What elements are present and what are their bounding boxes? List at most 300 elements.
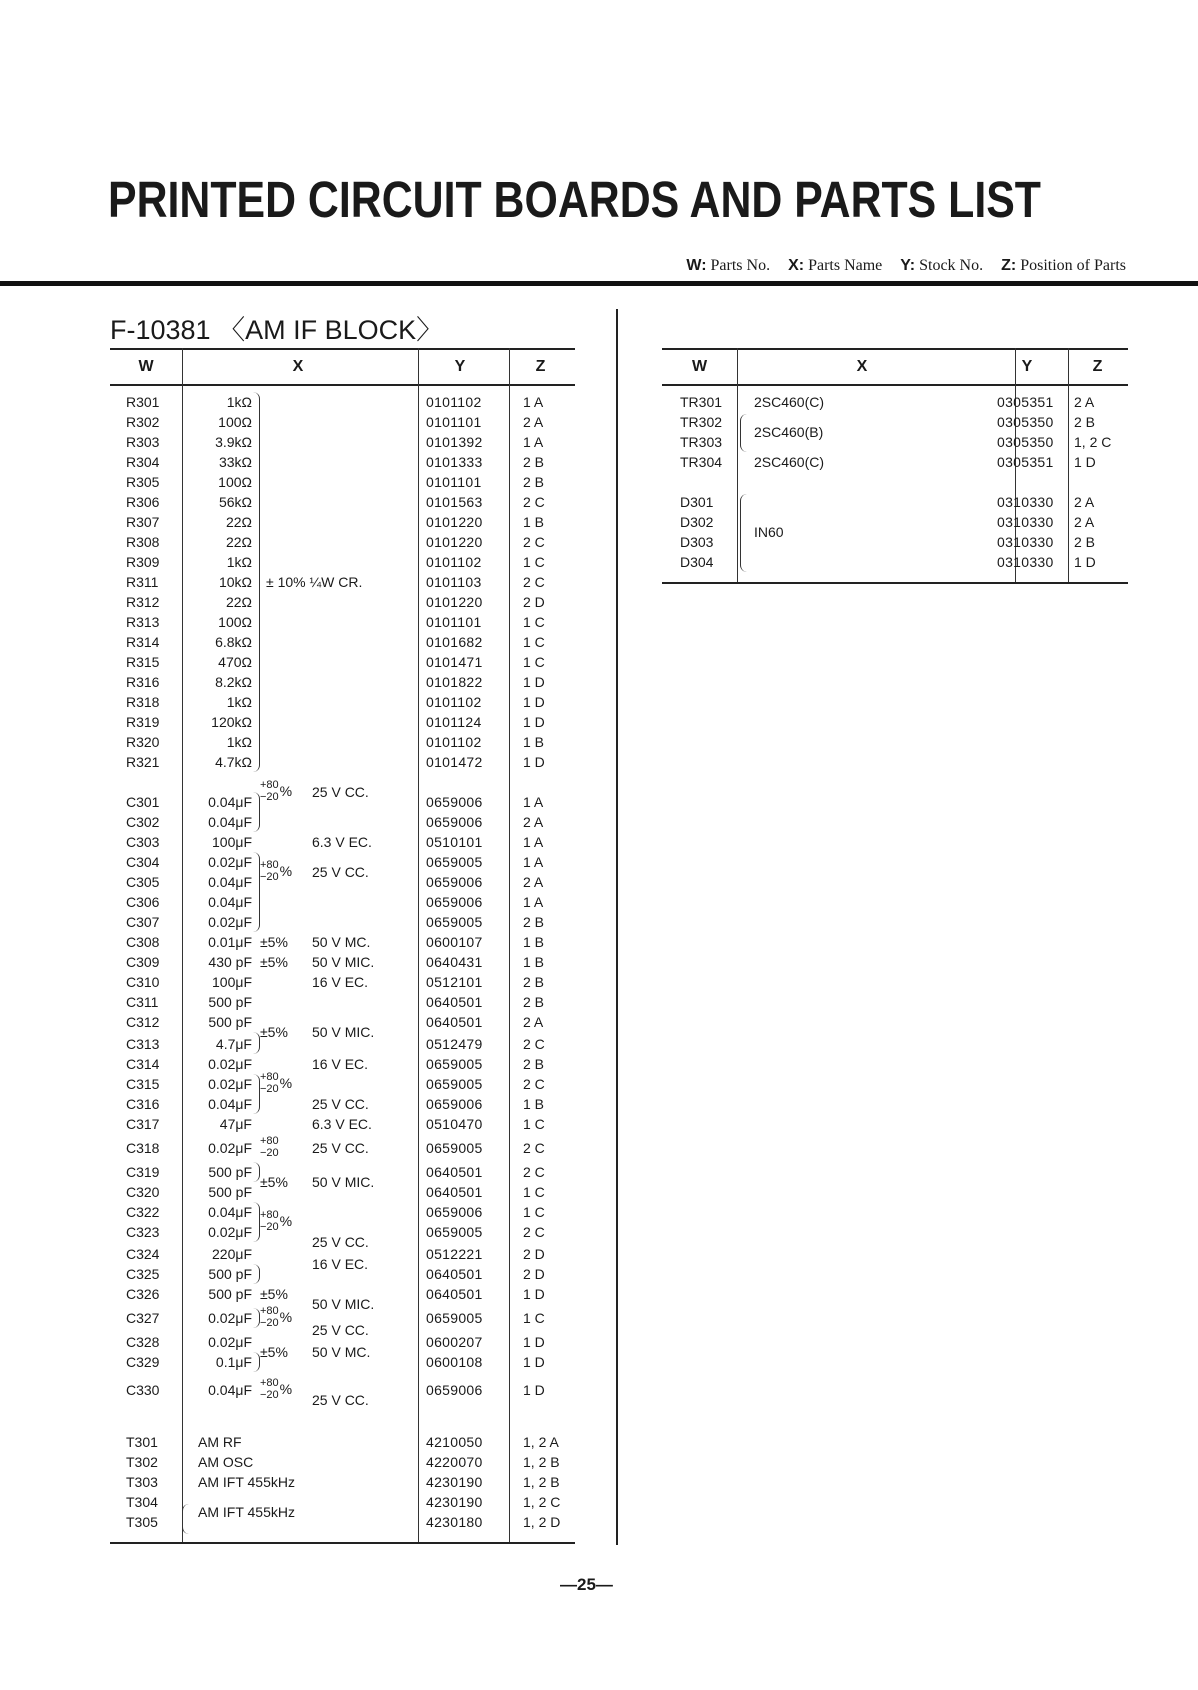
cell-position: 1 A — [523, 434, 544, 450]
cell-stock-no: 0640431 — [426, 954, 483, 970]
cell-parts-no: C311 — [126, 994, 159, 1010]
cell-position: 1 D — [523, 1354, 545, 1370]
cell-position: 2 A — [523, 1014, 544, 1030]
cell-stock-no: 0101101 — [426, 474, 482, 490]
column-legend — [686, 257, 1126, 275]
cell-parts-no: R307 — [126, 514, 160, 530]
cell-stock-no: 0101392 — [426, 434, 483, 450]
cell-stock-no: 0659006 — [426, 794, 483, 810]
cell-stock-no: 4210050 — [426, 1434, 483, 1450]
cell-stock-no: 0101101 — [426, 414, 482, 430]
percent-upper: +80 — [260, 1135, 279, 1147]
cell-stock-no: 0659006 — [426, 894, 483, 910]
cell-parts-no: C329 — [126, 1354, 160, 1370]
spec-text: 50 V MIC. — [312, 1024, 375, 1040]
header-y: Y — [454, 358, 466, 375]
cell-stock-no: 4230190 — [426, 1494, 483, 1510]
cell-position: 2 A — [1074, 394, 1095, 410]
brace — [253, 1264, 260, 1284]
cell-position: 2 C — [523, 1224, 545, 1240]
cell-parts-name: 8.2kΩ — [215, 674, 252, 690]
cell-stock-no: 0640501 — [426, 1184, 483, 1200]
col-sep — [1068, 348, 1069, 582]
legend-key-z: Z: — [1001, 257, 1017, 274]
cell-position: 2 B — [523, 974, 545, 990]
group-parts-name: IN60 — [754, 524, 784, 540]
cell-parts-name: 0.02μF — [208, 854, 252, 870]
cell-parts-no: T301 — [126, 1434, 158, 1450]
header-z: Z — [1092, 358, 1103, 375]
cell-parts-no: TR303 — [680, 434, 723, 450]
percent-lower: −20 — [260, 871, 279, 883]
cell-parts-no: R314 — [126, 634, 160, 650]
spec-text: 50 V MIC. — [312, 954, 375, 970]
cell-parts-name: 0.02μF — [208, 1076, 252, 1092]
legend-text-z: Position of Parts — [1020, 257, 1126, 274]
cell-stock-no: 0101102 — [426, 694, 482, 710]
cell-parts-no: C315 — [126, 1076, 160, 1092]
cell-stock-no: 0659005 — [426, 854, 483, 870]
cell-parts-name: 0.02μF — [208, 914, 252, 930]
cell-stock-no: 0600107 — [426, 934, 483, 950]
cell-parts-name: 500 pF — [208, 1014, 252, 1030]
brace — [740, 414, 747, 452]
cell-parts-no: R319 — [126, 714, 160, 730]
cell-parts-no: C322 — [126, 1204, 160, 1220]
cell-parts-no: C325 — [126, 1266, 160, 1282]
cell-parts-no: C326 — [126, 1286, 160, 1302]
spec-text: 6.3 V EC. — [312, 834, 372, 850]
cell-position: 1 C — [523, 1204, 545, 1220]
cell-stock-no: 0640501 — [426, 1286, 483, 1302]
cell-parts-no: T303 — [126, 1474, 158, 1490]
percent-lower: −20 — [260, 791, 279, 803]
page-column-divider — [616, 309, 618, 1545]
cell-stock-no: 0659006 — [426, 1204, 483, 1220]
percent-upper: +80 — [260, 1071, 279, 1083]
percent-unit: % — [279, 1381, 293, 1397]
legend-key-y: Y: — [900, 257, 916, 274]
cell-parts-name: 120kΩ — [211, 714, 252, 730]
cell-parts-no: D302 — [680, 514, 714, 530]
cell-parts-no: C320 — [126, 1184, 160, 1200]
cell-stock-no: 0310330 — [997, 534, 1054, 550]
percent-upper: +80 — [260, 1305, 279, 1317]
cell-parts-no: T304 — [126, 1494, 158, 1510]
cell-position: 2 C — [523, 574, 545, 590]
cell-stock-no: 0512101 — [426, 974, 483, 990]
cell-stock-no: 0101333 — [426, 454, 483, 470]
cell-parts-no: R306 — [126, 494, 160, 510]
percent-upper: +80 — [260, 779, 279, 791]
percent-unit: % — [279, 1213, 293, 1229]
cell-parts-name: 22Ω — [225, 534, 252, 550]
cell-parts-no: C316 — [126, 1096, 160, 1112]
cell-parts-name: 2SC460(C) — [754, 394, 825, 410]
cell-stock-no: 0640501 — [426, 1014, 483, 1030]
cell-parts-name: 0.02μF — [208, 1334, 252, 1350]
cell-stock-no: 0101103 — [426, 574, 482, 590]
cell-parts-no: D303 — [680, 534, 714, 550]
cell-parts-name: 47μF — [219, 1116, 252, 1132]
cell-position: 2 D — [523, 594, 545, 610]
cell-parts-no: R305 — [126, 474, 160, 490]
percent-unit: % — [279, 1075, 293, 1091]
cell-parts-name: 0.02μF — [208, 1224, 252, 1240]
cell-parts-name: 0.1μF — [215, 1354, 252, 1370]
cell-position: 1 D — [523, 754, 545, 770]
legend-text-w: Parts No. — [710, 257, 771, 274]
cell-position: 1 C — [523, 634, 545, 650]
header-x: X — [292, 358, 304, 375]
legend-text-x: Parts Name — [808, 257, 883, 274]
cell-position: 1 D — [523, 1382, 545, 1398]
cell-position: 2 B — [523, 454, 545, 470]
cell-parts-name: 220μF — [212, 1246, 252, 1262]
cell-position: 1 A — [523, 394, 544, 410]
cell-parts-name: 1kΩ — [226, 394, 252, 410]
cell-stock-no: 0510470 — [426, 1116, 483, 1132]
cell-parts-name: 4.7kΩ — [215, 754, 252, 770]
cell-stock-no: 0305350 — [997, 434, 1054, 450]
brace — [253, 1308, 260, 1328]
cell-parts-no: C313 — [126, 1036, 160, 1052]
percent-tolerance — [260, 1209, 292, 1233]
legend-text-y: Stock No. — [919, 257, 984, 274]
cell-parts-no: R309 — [126, 554, 160, 570]
percent-lower: −20 — [260, 1389, 279, 1401]
cell-parts-name: 500 pF — [208, 994, 252, 1010]
cell-parts-name: 100Ω — [218, 614, 252, 630]
brace — [253, 1032, 260, 1054]
cell-parts-name: 0.01μF — [208, 934, 252, 950]
cell-parts-name: 56kΩ — [218, 494, 252, 510]
cell-parts-no: R302 — [126, 414, 160, 430]
cell-parts-no: R304 — [126, 454, 160, 470]
cell-parts-name: 3.9kΩ — [215, 434, 252, 450]
cell-parts-no: T302 — [126, 1454, 158, 1470]
cell-stock-no: 0640501 — [426, 1266, 483, 1282]
cell-parts-name: 0.02μF — [208, 1140, 252, 1156]
cell-position: 1 A — [523, 834, 544, 850]
cell-position: 1, 2 C — [523, 1494, 561, 1510]
cell-stock-no: 0510101 — [426, 834, 483, 850]
cell-stock-no: 0600207 — [426, 1334, 483, 1350]
cell-parts-no: C301 — [126, 794, 160, 810]
cell-position: 1 C — [523, 1184, 545, 1200]
cell-stock-no: 0305350 — [997, 414, 1054, 430]
brace — [253, 1162, 260, 1182]
brace — [740, 494, 747, 572]
table-bottom-rule — [110, 1542, 575, 1544]
cell-parts-no: C319 — [126, 1164, 160, 1180]
cell-parts-name: 500 pF — [208, 1164, 252, 1180]
table-bottom-rule — [662, 582, 1128, 584]
title-rule — [0, 281, 1198, 286]
cell-position: 1 A — [523, 794, 544, 810]
brace — [253, 852, 260, 932]
spec-text: ± 10% ¼W CR. — [266, 574, 363, 590]
cell-parts-no: C302 — [126, 814, 160, 830]
block-title: F-10381 〈AM IF BLOCK〉 — [110, 315, 444, 345]
cell-position: 1 D — [523, 674, 545, 690]
cell-stock-no: 0305351 — [997, 394, 1054, 410]
cell-parts-no: R320 — [126, 734, 160, 750]
cell-parts-name: 100μF — [212, 974, 252, 990]
cell-position: 1 B — [523, 934, 545, 950]
cell-position: 1 A — [523, 854, 544, 870]
page-number: —25— — [560, 1575, 613, 1594]
spec-text: 16 V EC. — [312, 974, 369, 990]
cell-stock-no: 0659005 — [426, 1076, 483, 1092]
cell-parts-no: R311 — [126, 574, 159, 590]
percent-tolerance — [260, 1305, 292, 1329]
percent-lower: −20 — [260, 1221, 279, 1233]
cell-parts-no: R303 — [126, 434, 160, 450]
cell-position: 2 B — [523, 914, 545, 930]
table-header — [662, 348, 1128, 386]
tolerance-text: ±5% — [260, 1174, 288, 1190]
cell-stock-no: 0101124 — [426, 714, 482, 730]
cell-parts-name: 500 pF — [208, 1286, 252, 1302]
cell-parts-name: 1kΩ — [226, 734, 252, 750]
cell-parts-name: 100μF — [212, 834, 252, 850]
cell-position: 2 C — [523, 1036, 545, 1052]
cell-stock-no: 0512221 — [426, 1246, 483, 1262]
cell-parts-no: R321 — [126, 754, 160, 770]
spec-text: 50 V MC. — [312, 1344, 371, 1360]
cell-parts-name: 22Ω — [225, 594, 252, 610]
tolerance-text: ±5% — [260, 1344, 288, 1360]
cell-parts-name: 0.04μF — [208, 1096, 252, 1112]
brace — [253, 792, 260, 832]
cell-stock-no: 4230190 — [426, 1474, 483, 1490]
cell-stock-no: 0659005 — [426, 1224, 483, 1240]
cell-parts-name: 470Ω — [218, 654, 252, 670]
cell-position: 1, 2 A — [523, 1434, 559, 1450]
cell-stock-no: 0101682 — [426, 634, 483, 650]
cell-parts-no: D301 — [680, 494, 714, 510]
brace — [253, 392, 260, 772]
cell-position: 1, 2 D — [523, 1514, 561, 1530]
cell-parts-no: C308 — [126, 934, 160, 950]
cell-position: 2 D — [523, 1246, 545, 1262]
spec-text: 16 V EC. — [312, 1256, 369, 1272]
cell-parts-no: TR304 — [680, 454, 723, 470]
cell-parts-name: AM RF — [198, 1434, 242, 1450]
percent-unit: % — [279, 783, 293, 799]
cell-position: 1, 2 B — [523, 1474, 560, 1490]
col-sep — [418, 348, 419, 1542]
spec-text: 25 V CC. — [312, 1234, 369, 1250]
percent-unit: % — [279, 863, 293, 879]
cell-parts-no: C312 — [126, 1014, 160, 1030]
cell-parts-no: C314 — [126, 1056, 160, 1072]
col-sep — [182, 348, 183, 1542]
cell-parts-no: C305 — [126, 874, 160, 890]
cell-stock-no: 0101220 — [426, 534, 483, 550]
cell-position: 1 D — [523, 714, 545, 730]
cell-parts-no: D304 — [680, 554, 714, 570]
cell-position: 1 B — [523, 734, 545, 750]
cell-stock-no: 0640501 — [426, 994, 483, 1010]
cell-parts-name: 22Ω — [225, 514, 252, 530]
cell-parts-no: C309 — [126, 954, 160, 970]
cell-position: 1 C — [523, 654, 545, 670]
spec-text: 16 V EC. — [312, 1056, 369, 1072]
cell-position: 1 D — [523, 1286, 545, 1302]
legend-key-x: X: — [788, 257, 805, 274]
cell-position: 2 A — [523, 814, 544, 830]
cell-stock-no: 0659005 — [426, 1310, 483, 1326]
cell-stock-no: 0101102 — [426, 554, 482, 570]
cell-stock-no: 0310330 — [997, 514, 1054, 530]
cell-stock-no: 0659005 — [426, 914, 483, 930]
group-parts-name: 2SC460(B) — [754, 424, 824, 440]
percent-lower: −20 — [260, 1083, 279, 1095]
cell-stock-no: 0659006 — [426, 1096, 483, 1112]
percent-tolerance — [260, 859, 292, 883]
tolerance-text: ±5% — [260, 1286, 288, 1302]
cell-parts-no: TR302 — [680, 414, 723, 430]
tolerance-text: ±5% — [260, 1024, 288, 1040]
cell-stock-no: 0310330 — [997, 554, 1054, 570]
cell-parts-no: R318 — [126, 694, 160, 710]
cell-parts-no: C330 — [126, 1382, 160, 1398]
cell-stock-no: 0659005 — [426, 1056, 483, 1072]
brace — [182, 1504, 189, 1534]
cell-stock-no: 0101472 — [426, 754, 483, 770]
page-title: PRINTED CIRCUIT BOARDS AND PARTS LIST — [108, 171, 1041, 228]
brace — [253, 1202, 260, 1242]
cell-position: 2 B — [523, 994, 545, 1010]
cell-parts-no: C304 — [126, 854, 160, 870]
spec-text: 6.3 V EC. — [312, 1116, 372, 1132]
cell-stock-no: 0305351 — [997, 454, 1054, 470]
cell-parts-no: C318 — [126, 1140, 160, 1156]
cell-parts-no: C324 — [126, 1246, 160, 1262]
legend-key-w: W: — [686, 257, 707, 274]
spec-text: 25 V CC. — [312, 1096, 369, 1112]
cell-stock-no: 0512479 — [426, 1036, 483, 1052]
cell-parts-name: 500 pF — [208, 1266, 252, 1282]
cell-parts-name: 10kΩ — [218, 574, 252, 590]
cell-stock-no: 0600108 — [426, 1354, 483, 1370]
cell-position: 1 C — [523, 554, 545, 570]
col-sep — [737, 348, 738, 582]
cell-position: 2 A — [1074, 514, 1095, 530]
cell-parts-name: 0.04μF — [208, 1204, 252, 1220]
brace — [253, 1074, 260, 1114]
cell-parts-name: 430 pF — [208, 954, 252, 970]
cell-parts-no: TR301 — [680, 394, 723, 410]
cell-position: 1 D — [523, 1334, 545, 1350]
cell-parts-no: R308 — [126, 534, 160, 550]
header-w: W — [138, 358, 154, 375]
cell-position: 2 C — [523, 1076, 545, 1092]
cell-parts-name: AM IFT 455kHz — [198, 1474, 295, 1490]
percent-lower: −20 — [260, 1147, 279, 1159]
cell-stock-no: 0659006 — [426, 814, 483, 830]
cell-parts-no: T305 — [126, 1514, 158, 1530]
cell-parts-name: AM OSC — [198, 1454, 254, 1470]
cell-parts-name: 0.04μF — [208, 794, 252, 810]
percent-tolerance — [260, 1071, 292, 1095]
cell-parts-name: 1kΩ — [226, 694, 252, 710]
cell-stock-no: 0640501 — [426, 1164, 483, 1180]
cell-position: 1 B — [523, 514, 545, 530]
percent-upper: +80 — [260, 859, 279, 871]
spec-text: 50 V MIC. — [312, 1296, 375, 1312]
cell-parts-name: 0.04μF — [208, 1382, 252, 1398]
cell-position: 2 A — [1074, 494, 1095, 510]
cell-parts-no: R312 — [126, 594, 160, 610]
cell-parts-no: C307 — [126, 914, 160, 930]
cell-position: 1 C — [523, 1310, 545, 1326]
cell-stock-no: 0659006 — [426, 874, 483, 890]
header-w: W — [691, 358, 708, 375]
cell-parts-no: R313 — [126, 614, 160, 630]
percent-upper: +80 — [260, 1209, 279, 1221]
cell-parts-name: 100Ω — [218, 414, 252, 430]
cell-parts-name: 100Ω — [218, 474, 252, 490]
cell-parts-name: 0.02μF — [208, 1056, 252, 1072]
table-header — [110, 348, 575, 386]
spec-text: 50 V MIC. — [312, 1174, 375, 1190]
cell-stock-no: 0101471 — [426, 654, 483, 670]
cell-position: 2 A — [523, 414, 544, 430]
percent-upper: +80 — [260, 1377, 279, 1389]
cell-stock-no: 4220070 — [426, 1454, 483, 1470]
cell-position: 1, 2 C — [1074, 434, 1112, 450]
spec-text: 25 V CC. — [312, 864, 369, 880]
cell-stock-no: 0659005 — [426, 1140, 483, 1156]
cell-stock-no: 0101102 — [426, 394, 482, 410]
cell-position: 1, 2 B — [523, 1454, 560, 1470]
cell-position: 2 C — [523, 1164, 545, 1180]
cell-stock-no: 0101220 — [426, 514, 483, 530]
cell-parts-name: 1kΩ — [226, 554, 252, 570]
cell-parts-name: 0.02μF — [208, 1310, 252, 1326]
spec-text: 25 V CC. — [312, 784, 369, 800]
spec-text: 50 V MC. — [312, 934, 371, 950]
cell-parts-name: 2SC460(C) — [754, 454, 825, 470]
cell-parts-no: C310 — [126, 974, 160, 990]
percent-lower: −20 — [260, 1317, 279, 1329]
spec-text: 25 V CC. — [312, 1392, 369, 1408]
cell-position: 2 A — [523, 874, 544, 890]
cell-parts-name: 4.7μF — [215, 1036, 252, 1052]
cell-parts-no: C317 — [126, 1116, 160, 1132]
brace — [253, 1352, 260, 1372]
cell-stock-no: 0101563 — [426, 494, 483, 510]
tolerance-text: ±5% — [260, 934, 288, 950]
percent-tolerance — [260, 1377, 292, 1401]
cell-stock-no: 0101822 — [426, 674, 483, 690]
cell-position: 2 C — [523, 494, 545, 510]
cell-parts-no: C327 — [126, 1310, 160, 1326]
cell-position: 2 C — [523, 1140, 545, 1156]
cell-stock-no: 0101102 — [426, 734, 482, 750]
cell-position: 2 C — [523, 534, 545, 550]
cell-parts-name: 500 pF — [208, 1184, 252, 1200]
percent-unit: % — [279, 1309, 293, 1325]
cell-position: 1 A — [523, 894, 544, 910]
cell-position: 1 B — [523, 954, 545, 970]
cell-position: 2 B — [523, 474, 545, 490]
header-y: Y — [1021, 358, 1033, 375]
parts-table-left — [110, 348, 575, 1544]
